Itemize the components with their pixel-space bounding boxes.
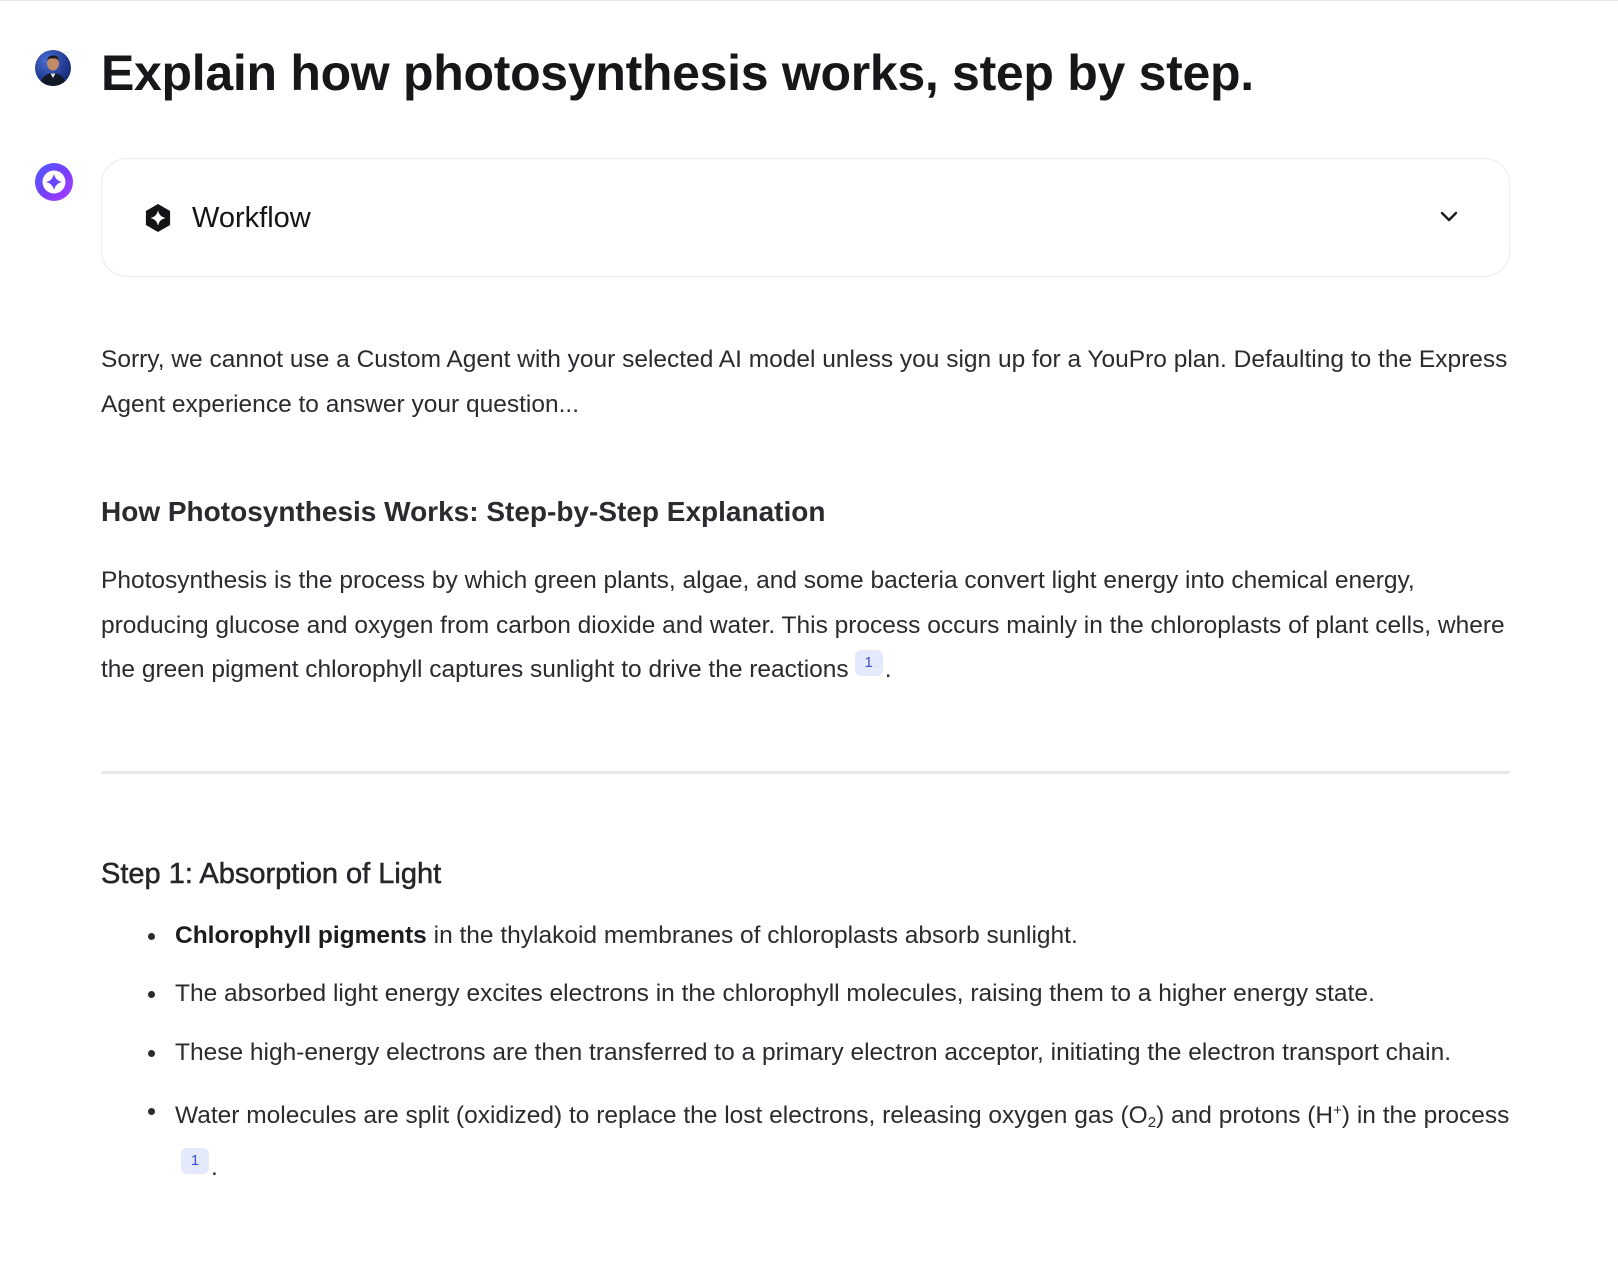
citation-badge[interactable]: 1 <box>181 1148 209 1174</box>
list-item <box>101 972 1510 1017</box>
assistant-avatar <box>35 163 73 201</box>
chevron-down-icon[interactable] <box>1437 204 1461 228</box>
list-item-text: The absorbed light energy excites electrons in the chlorophyll molecules, raising them to a higher energy state. <box>175 980 1375 1007</box>
list-item-text: in the thylakoid membranes of chloroplasts absorb sunlight. <box>426 921 1078 949</box>
list-item <box>101 914 1510 959</box>
bullet-dot <box>148 991 155 998</box>
step-1-list <box>101 914 1510 1191</box>
superscript: + <box>1333 1102 1342 1119</box>
bullet-dot <box>148 1108 155 1115</box>
workflow-logo-icon <box>142 202 174 234</box>
step-1-heading: Step 1: Absorption of Light <box>101 857 442 890</box>
citation-badge[interactable]: 1 <box>855 650 883 676</box>
answer-heading: How Photosynthesis Works: Step-by-Step Explanation <box>101 496 826 527</box>
top-border <box>0 0 1618 1</box>
list-item: Water molecules are split (oxidized) to replace the lost electrons, releasing oxygen gas $(O_2)$ and protons (H+) in the process1 . <box>101 1089 1510 1190</box>
list-item-text: These high-energy electrons are then transferred to a primary electron acceptor, initiating the electron transport chain. <box>175 1038 1452 1066</box>
section-divider <box>101 771 1510 774</box>
bold-term: Chlorophyll pigments <box>175 921 427 949</box>
fallback-notice: Sorry, we cannot use a Custom Agent with your selected AI model unless you sign up for a YouPro plan. Defaulting to the Express Agent experience to answer your question... <box>101 346 1508 418</box>
intro-text: Photosynthesis is the process by which green plants, algae, and some bacteria convert light energy into chemical energy, producing glucose and oxygen from carbon dioxide and water. This process occurs mainly in the chloroplasts of plant cells, where the green pigment chlorophyll captures sunlight to drive the reactions <box>101 567 1505 683</box>
workflow-title: Workflow <box>192 202 311 234</box>
list-item <box>101 1031 1510 1076</box>
list-item-text: ) in the process <box>1341 1102 1510 1129</box>
workflow-panel[interactable] <box>101 158 1510 277</box>
list-item-text: ) and protons (H <box>1156 1102 1334 1129</box>
answer-content <box>101 338 1510 1204</box>
bullet-dot <box>148 1050 155 1057</box>
user-question: Explain how photosynthesis works, step by step. <box>101 45 1254 101</box>
intro-paragraph: Photosynthesis is the process by which green plants, algae, and some bacteria convert light energy into chemical energy, producing glucose and oxygen from carbon dioxide and water. This process occurs mainly in the chloroplasts of plant cells, where the green pigment chlorophyll captures sunlight to drive the reactions 1 . <box>101 567 1505 683</box>
bullet-dot <box>148 933 155 940</box>
list-item-text: Water molecules are split (oxidized) to replace the lost electrons, releasing oxygen gas (O <box>175 1102 1148 1129</box>
user-avatar <box>35 50 71 86</box>
subscript: 2 <box>1147 1114 1157 1131</box>
